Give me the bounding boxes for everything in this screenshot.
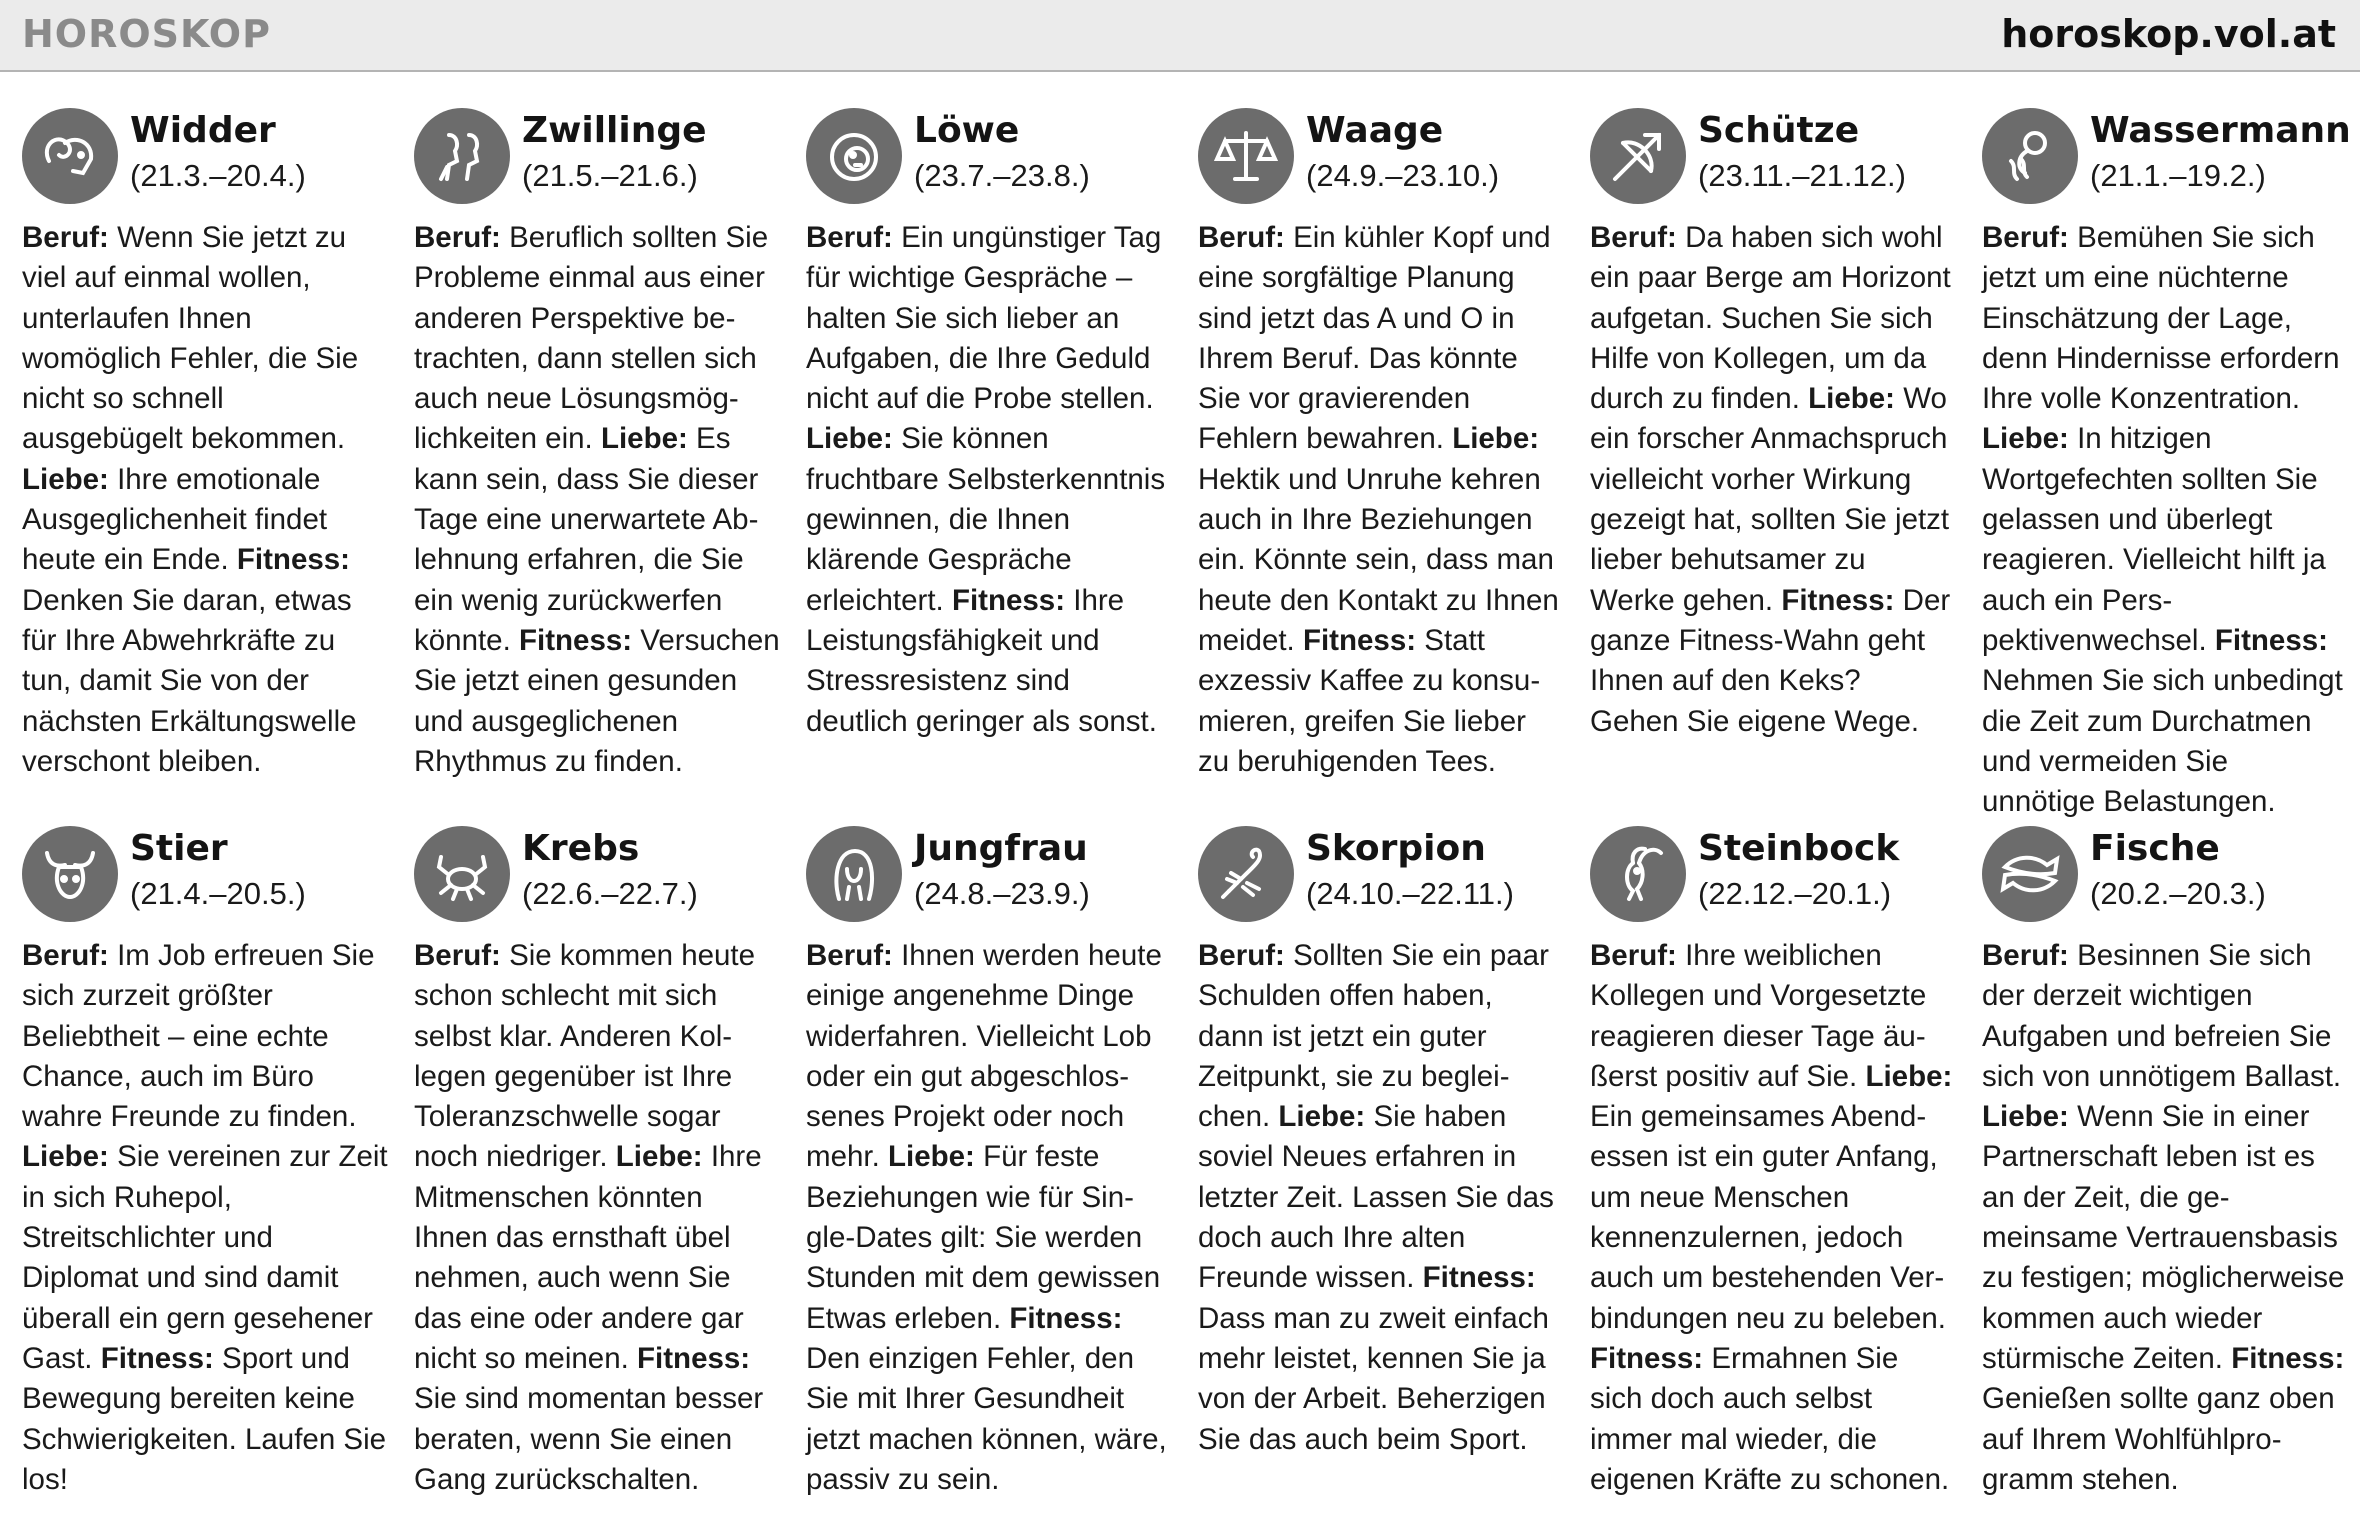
beruf-label: Beruf:: [414, 221, 501, 254]
beruf-label: Beruf:: [806, 939, 893, 972]
sign-text: [1982, 936, 2348, 1500]
beruf-label: Beruf:: [22, 939, 109, 972]
fitness-label: Fitness:: [100, 1341, 214, 1375]
fitness-text: Dass man zu zweit einfach mehr leistet, kennen Sie ja von der Arbeit. Beherzigen Sie das auch beim Sport.: [1198, 1301, 1549, 1456]
fitness-label: Fitness:: [637, 1341, 751, 1375]
sign-dates: (23.11.–21.12.): [1698, 158, 1906, 193]
liebe-text: Wenn Sie in einer Partnerschaft leben ist es an der Zeit, die gemeinsame Vertrauensbasis zu festigen; möglicherweise kommen auch wieder stürmische Zeiten.: [1982, 1100, 2345, 1375]
sign-skorpion: [1198, 826, 1564, 1460]
sign-dates: (24.9.–23.10.): [1306, 158, 1500, 193]
liebe-label: Liebe:: [615, 1140, 703, 1174]
ram-icon: [22, 108, 118, 204]
liebe-text: Ein gemeinsames Abendessen ist ein guter Anfang, um neue Menschen kennenzulernen, jedoch auch um bestehenden Verbindungen neu zu beleben.: [1590, 1100, 1946, 1335]
fitness-text: Ermahnen Sie sich doch auch selbst immer mal wieder, die eigenen Kräfte zu schonen.: [1590, 1341, 1950, 1496]
sign-steinbock: [1590, 826, 1956, 1500]
fitness-text: Versuchen Sie jetzt einen gesunden und ausgeglichenen Rhythmus zu finden.: [414, 623, 780, 778]
liebe-text: Ihre emotionale Ausgeglichenheit findet heute ein Ende.: [22, 462, 328, 577]
liebe-label: Liebe:: [1865, 1059, 1953, 1093]
fitness-label: Fitness:: [951, 583, 1066, 617]
beruf-label: Beruf:: [806, 221, 893, 254]
section-title: HOROSKOP: [22, 12, 271, 56]
sign-text: [1198, 218, 1564, 782]
beruf-text: Im Job erfreuen Sie sich zurzeit größter Beliebtheit – eine echte Chance, auch im Büro wahre Freunde zu finden.: [22, 939, 375, 1134]
sign-name: Wassermann: [2090, 110, 2351, 151]
sign-dates: (22.6.–22.7.): [522, 876, 698, 911]
sign-dates: (20.2.–20.3.): [2090, 876, 2266, 911]
liebe-text: Sie vereinen zur Zeit in sich Ruhepol, Streitschlichter und Diplomat und sind damit überall ein gern gesehener Gast.: [22, 1140, 388, 1375]
fitness-label: Fitness:: [1590, 1341, 1704, 1375]
fitness-text: Nehmen Sie sich unbedingt die Zeit zum Durchatmen und vermeiden Sie unnötige Belastungen.: [1982, 664, 2343, 819]
sign-dates: (21.3.–20.4.): [130, 158, 306, 193]
beruf-text: Besinnen Sie sich der derzeit wichtigen Aufgaben und befreien Sie sich von unnötigem Ballast.: [1982, 939, 2342, 1093]
liebe-text: Hektik und Unruhe kehren auch in Ihre Beziehungen ein. Könnte sein, dass man heute den Kontakt zu Ihnen meidet.: [1198, 462, 1559, 657]
liebe-text: Für feste Beziehungen wie für Single-Dates gilt: Sie werden Stunden mit dem gewissen Etwas erleben.: [806, 1140, 1161, 1335]
fitness-label: Fitness:: [518, 623, 633, 657]
beruf-text: Wenn Sie jetzt zu viel auf einmal wollen, unterlaufen Ihnen womöglich Fehler, die Sie nicht so schnell ausgebügelt bekommen.: [22, 221, 359, 456]
sign-dates: (22.12.–20.1.): [1698, 876, 1892, 911]
crab-icon: [414, 826, 510, 922]
sign-widder: [22, 108, 388, 782]
beruf-text: Beruflich sollten Sie Probleme einmal aus einer anderen Perspektive betrachten, dann stellen sich auch neue Lösungsmöglichkeiten ein.: [414, 221, 769, 456]
fitness-label: Fitness:: [1422, 1261, 1536, 1295]
site-url: horoskop.vol.at: [2001, 12, 2336, 56]
scorpion-icon: [1198, 826, 1294, 922]
sign-name: Schütze: [1698, 110, 1860, 151]
liebe-text: Ihre Mitmenschen könnten Ihnen das ernsthaft übel nehmen, auch wenn Sie das eine oder andere gar nicht so meinen.: [414, 1140, 762, 1375]
sign-name: Waage: [1306, 110, 1444, 151]
beruf-text: Ihnen werden heute einige angenehme Dinge widerfahren. Vielleicht Lob oder ein gut abgeschlossenes Projekt oder noch mehr.: [806, 939, 1162, 1174]
fitness-label: Fitness:: [2231, 1341, 2345, 1375]
sign-krebs: [414, 826, 780, 1500]
beruf-label: Beruf:: [22, 221, 109, 254]
fitness-text: Den einzigen Fehler, den Sie mit Ihrer Gesundheit jetzt machen können, wäre, passiv zu sein.: [806, 1341, 1167, 1496]
sign-name: Löwe: [914, 110, 1020, 151]
sign-dates: (21.4.–20.5.): [130, 876, 306, 911]
liebe-text: In hitzigen Wortgefechten sollten Sie gelassen und überlegt reagieren. Vielleicht hilft ja auch ein Perspektivenwechsel.: [1982, 422, 2326, 657]
sign-name: Widder: [130, 110, 276, 151]
beruf-label: Beruf:: [1198, 221, 1285, 254]
fitness-text: Denken Sie daran, etwas für Ihre Abwehrkräfte zu tun, damit Sie von der nächsten Erkältungswelle verschont bleiben.: [22, 583, 357, 778]
sign-name: Skorpion: [1306, 828, 1486, 869]
liebe-label: Liebe:: [1982, 422, 2069, 456]
liebe-text: Sie können fruchtbare Selbsterkenntnis gewinnen, die Ihnen klärende Gespräche erleichtert.: [806, 422, 1166, 617]
sign-text: [1982, 218, 2348, 822]
sign-text: [806, 936, 1172, 1500]
beruf-text: Sie kommen heute schon schlecht mit sich selbst klar. Anderen Kollegen gegenüber ist Ihre Toleranzschwelle sogar noch niedriger.: [414, 939, 756, 1174]
sign-dates: (24.8.–23.9.): [914, 876, 1090, 911]
sign-dates: (24.10.–22.11.): [1306, 876, 1514, 911]
sign-text: [806, 218, 1172, 742]
beruf-text: Ein ungünstiger Tag für wichtige Gespräche – halten Sie sich lieber an Aufgaben, die Ihre Geduld nicht auf die Probe stellen.: [806, 221, 1162, 416]
header-bar: [0, 0, 2360, 72]
sign-dates: (23.7.–23.8.): [914, 158, 1090, 193]
sign-schuetze: [1590, 108, 1956, 742]
beruf-text: Ihre weiblichen Kollegen und Vorgesetzte reagieren dieser Tage äußerst positiv auf Sie.: [1590, 939, 1927, 1093]
sign-dates: (21.1.–19.2.): [2090, 158, 2266, 193]
sign-stier: [22, 826, 388, 1500]
fitness-text: Genießen sollte ganz oben auf Ihrem Wohlfühlprogramm stehen.: [1982, 1382, 2335, 1496]
beruf-label: Beruf:: [1590, 221, 1677, 254]
beruf-text: Bemühen Sie sich jetzt um eine nüchterne Einschätzung der Lage, denn Hindernisse erfordern Ihre volle Konzentration.: [1982, 221, 2340, 416]
sign-name: Zwillinge: [522, 110, 707, 151]
liebe-label: Liebe:: [600, 422, 688, 456]
twins-icon: [414, 108, 510, 204]
sign-fische: [1982, 826, 2348, 1500]
sign-text: [414, 218, 780, 782]
fitness-label: Fitness:: [236, 543, 350, 577]
archer-icon: [1590, 108, 1686, 204]
liebe-label: Liebe:: [1452, 422, 1540, 456]
liebe-text: Sie haben soviel Neues erfahren in letzter Zeit. Lassen Sie das doch auch Ihre alten Freunde wissen.: [1198, 1100, 1554, 1295]
fitness-label: Fitness:: [1781, 583, 1895, 617]
fitness-text: Ihre Leistungsfähigkeit und Stressresistenz sind deutlich geringer als sonst.: [806, 583, 1157, 738]
liebe-label: Liebe:: [22, 462, 109, 496]
fitness-text: Der ganze Fitness-Wahn geht Ihnen auf den Keks? Gehen Sie eigene Wege.: [1590, 583, 1951, 738]
fish-icon: [1982, 826, 2078, 922]
beruf-text: Sollten Sie ein paar Schulden offen haben, dann ist jetzt ein guter Zeitpunkt, sie zu begleichen.: [1198, 939, 1549, 1134]
sign-waage: [1198, 108, 1564, 782]
liebe-label: Liebe:: [887, 1140, 975, 1174]
liebe-text: Wo ein forscher Anmachspruch vielleicht vorher Wirkung gezeigt hat, sollten Sie jetzt lieber behutsamer zu Werke gehen.: [1590, 382, 1950, 617]
liebe-label: Liebe:: [1982, 1100, 2069, 1134]
sign-text: [22, 936, 388, 1500]
scales-icon: [1198, 108, 1294, 204]
fitness-text: Statt exzessiv Kaffee zu konsumieren, greifen Sie lieber zu beruhigenden Tees.: [1198, 623, 1541, 778]
beruf-label: Beruf:: [1590, 939, 1677, 972]
sign-dates: (21.5.–21.6.): [522, 158, 698, 193]
sign-text: [22, 218, 388, 782]
beruf-label: Beruf:: [1198, 939, 1285, 972]
sign-text: [414, 936, 780, 1500]
sign-name: Krebs: [522, 828, 640, 869]
sign-text: [1590, 218, 1956, 742]
fitness-text: Sie sind momentan besser beraten, wenn Sie einen Gang zurückschalten.: [414, 1382, 764, 1496]
beruf-text: Ein kühler Kopf und eine sorgfältige Planung sind jetzt das A und O in Ihrem Beruf. Das könnte Sie vor gravierenden Fehlern bewahren.: [1198, 221, 1551, 456]
sign-name: Fische: [2090, 828, 2220, 869]
sign-zwillinge: [414, 108, 780, 782]
sign-name: Jungfrau: [914, 828, 1088, 869]
sign-jungfrau: [806, 826, 1172, 1500]
sign-name: Steinbock: [1698, 828, 1900, 869]
bull-icon: [22, 826, 118, 922]
liebe-label: Liebe:: [1808, 382, 1895, 416]
goat-icon: [1590, 826, 1686, 922]
beruf-text: Da haben sich wohl ein paar Berge am Horizont aufgetan. Suchen Sie sich Hilfe von Kollegen, um da durch zu finden.: [1590, 221, 1951, 416]
liebe-label: Liebe:: [1278, 1100, 1366, 1134]
liebe-label: Liebe:: [22, 1140, 109, 1174]
beruf-label: Beruf:: [1982, 939, 2069, 972]
virgin-icon: [806, 826, 902, 922]
lion-icon: [806, 108, 902, 204]
fitness-label: Fitness:: [2214, 623, 2328, 657]
liebe-text: Es kann sein, dass Sie dieser Tage eine unerwartete Ablehnung erfahren, die Sie ein wenig zurückwerfen könnte.: [414, 422, 759, 657]
water-bearer-icon: [1982, 108, 2078, 204]
beruf-label: Beruf:: [414, 939, 501, 972]
sign-text: [1590, 936, 1956, 1500]
sign-name: Stier: [130, 828, 228, 869]
sign-text: [1198, 936, 1564, 1460]
sign-wassermann: [1982, 108, 2351, 822]
sign-loewe: [806, 108, 1172, 742]
liebe-label: Liebe:: [806, 422, 893, 456]
beruf-label: Beruf:: [1982, 221, 2069, 254]
fitness-text: Sport und Bewegung bereiten keine Schwierigkeiten. Laufen Sie los!: [22, 1341, 387, 1496]
fitness-label: Fitness:: [1009, 1301, 1123, 1335]
fitness-label: Fitness:: [1302, 623, 1417, 657]
